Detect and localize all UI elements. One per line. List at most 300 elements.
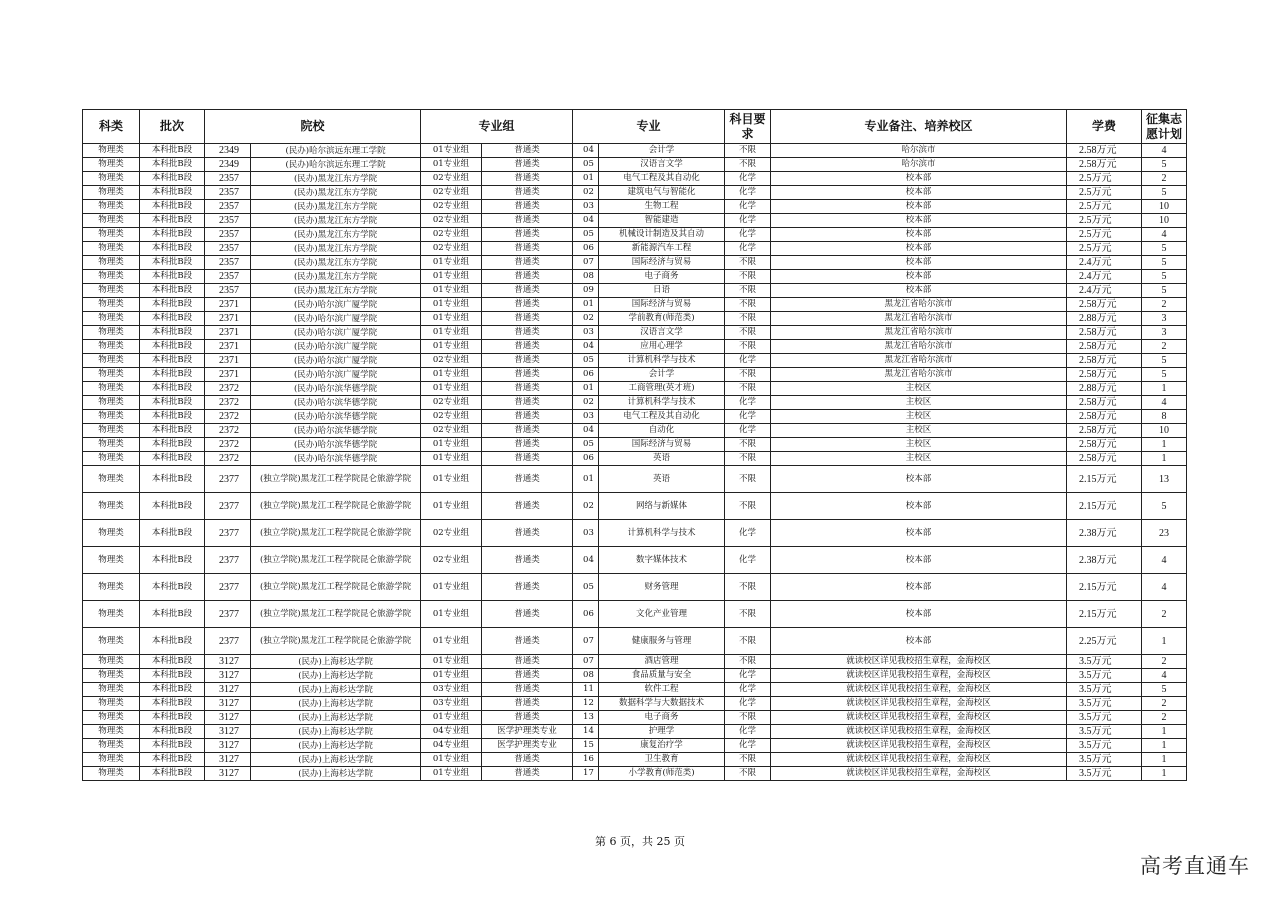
cell-plan: 2: [1142, 697, 1187, 711]
header-plan: 征集志愿计划: [1142, 110, 1187, 144]
cell-school: (民办)黑龙江东方学院: [251, 228, 421, 242]
cell-major: 计算机科学与技术: [599, 396, 725, 410]
cell-major: 康复治疗学: [599, 739, 725, 753]
cell-major-code: 17: [573, 767, 599, 781]
table-row: [83, 438, 1187, 452]
cell-category: 物理类: [83, 340, 140, 354]
cell-category: 物理类: [83, 228, 140, 242]
cell-school-code: 2372: [205, 438, 251, 452]
cell-group-type: 普通类: [482, 186, 573, 200]
cell-school: (民办)哈尔滨远东理工学院: [251, 144, 421, 158]
cell-group: 03专业组: [421, 697, 482, 711]
cell-batch: 本科批B段: [140, 628, 205, 655]
cell-category: 物理类: [83, 725, 140, 739]
cell-group-type: 普通类: [482, 574, 573, 601]
cell-group-type: 普通类: [482, 158, 573, 172]
table-row: [83, 655, 1187, 669]
cell-group: 01专业组: [421, 669, 482, 683]
cell-plan: 2: [1142, 172, 1187, 186]
cell-remarks: 就读校区详见我校招生章程，金海校区: [771, 697, 1067, 711]
cell-tuition: 3.5万元: [1067, 739, 1142, 753]
cell-school-code: 3127: [205, 739, 251, 753]
cell-batch: 本科批B段: [140, 172, 205, 186]
cell-school: (民办)黑龙江东方学院: [251, 214, 421, 228]
cell-school: (独立学院)黑龙江工程学院昆仑旅游学院: [251, 520, 421, 547]
cell-plan: 4: [1142, 228, 1187, 242]
cell-major: 会计学: [599, 368, 725, 382]
table-row: [83, 493, 1187, 520]
cell-subject: 化学: [725, 547, 771, 574]
cell-plan: 1: [1142, 739, 1187, 753]
cell-school-code: 2349: [205, 158, 251, 172]
cell-tuition: 2.58万元: [1067, 144, 1142, 158]
cell-school-code: 2372: [205, 424, 251, 438]
admission-plan-table: [82, 109, 1187, 781]
cell-major: 新能源汽车工程: [599, 242, 725, 256]
table-row: [83, 284, 1187, 298]
cell-group-type: 普通类: [482, 628, 573, 655]
cell-group-type: 普通类: [482, 144, 573, 158]
cell-subject: 不限: [725, 601, 771, 628]
cell-subject: 不限: [725, 655, 771, 669]
cell-category: 物理类: [83, 270, 140, 284]
cell-subject: 不限: [725, 574, 771, 601]
table-row: [83, 725, 1187, 739]
cell-remarks: 校本部: [771, 186, 1067, 200]
cell-school: (民办)哈尔滨广厦学院: [251, 368, 421, 382]
cell-school-code: 2377: [205, 520, 251, 547]
cell-batch: 本科批B段: [140, 368, 205, 382]
cell-group-type: 普通类: [482, 547, 573, 574]
cell-batch: 本科批B段: [140, 711, 205, 725]
cell-major-code: 04: [573, 214, 599, 228]
cell-tuition: 2.5万元: [1067, 200, 1142, 214]
cell-subject: 不限: [725, 326, 771, 340]
cell-school-code: 2377: [205, 547, 251, 574]
cell-major-code: 15: [573, 739, 599, 753]
table-row: [83, 298, 1187, 312]
cell-major-code: 01: [573, 466, 599, 493]
cell-tuition: 3.5万元: [1067, 697, 1142, 711]
cell-subject: 不限: [725, 382, 771, 396]
cell-group: 01专业组: [421, 493, 482, 520]
cell-category: 物理类: [83, 298, 140, 312]
cell-plan: 5: [1142, 186, 1187, 200]
cell-school-code: 3127: [205, 683, 251, 697]
table-row: [83, 697, 1187, 711]
cell-category: 物理类: [83, 601, 140, 628]
cell-batch: 本科批B段: [140, 214, 205, 228]
cell-school: (民办)上海杉达学院: [251, 767, 421, 781]
cell-category: 物理类: [83, 410, 140, 424]
table-row: [83, 368, 1187, 382]
cell-batch: 本科批B段: [140, 382, 205, 396]
cell-group-type: 普通类: [482, 767, 573, 781]
cell-major: 建筑电气与智能化: [599, 186, 725, 200]
cell-school-code: 2357: [205, 270, 251, 284]
cell-subject: 化学: [725, 354, 771, 368]
cell-batch: 本科批B段: [140, 410, 205, 424]
cell-group-type: 普通类: [482, 669, 573, 683]
cell-group: 01专业组: [421, 312, 482, 326]
cell-group-type: 普通类: [482, 368, 573, 382]
cell-major-code: 01: [573, 382, 599, 396]
cell-major-code: 03: [573, 200, 599, 214]
cell-school-code: 2357: [205, 242, 251, 256]
cell-batch: 本科批B段: [140, 725, 205, 739]
cell-remarks: 校本部: [771, 270, 1067, 284]
cell-group-type: 普通类: [482, 298, 573, 312]
cell-remarks: 校本部: [771, 574, 1067, 601]
cell-batch: 本科批B段: [140, 547, 205, 574]
cell-major: 学前教育(师范类): [599, 312, 725, 326]
cell-school-code: 2377: [205, 601, 251, 628]
cell-category: 物理类: [83, 144, 140, 158]
cell-subject: 化学: [725, 242, 771, 256]
cell-tuition: 2.88万元: [1067, 312, 1142, 326]
cell-major-code: 08: [573, 669, 599, 683]
cell-remarks: 校本部: [771, 628, 1067, 655]
cell-subject: 化学: [725, 424, 771, 438]
cell-major: 国际经济与贸易: [599, 298, 725, 312]
cell-major-code: 02: [573, 186, 599, 200]
cell-major-code: 06: [573, 242, 599, 256]
cell-group-type: 普通类: [482, 312, 573, 326]
cell-plan: 1: [1142, 382, 1187, 396]
cell-major-code: 04: [573, 144, 599, 158]
table-row: [83, 711, 1187, 725]
cell-remarks: 就读校区详见我校招生章程，金海校区: [771, 753, 1067, 767]
cell-school: (民办)哈尔滨华德学院: [251, 452, 421, 466]
cell-tuition: 2.58万元: [1067, 396, 1142, 410]
cell-tuition: 2.15万元: [1067, 574, 1142, 601]
cell-plan: 23: [1142, 520, 1187, 547]
cell-group-type: 普通类: [482, 214, 573, 228]
table-row: [83, 601, 1187, 628]
cell-category: 物理类: [83, 466, 140, 493]
header-category: 科类: [83, 110, 140, 144]
cell-school-code: 2357: [205, 200, 251, 214]
cell-major: 财务管理: [599, 574, 725, 601]
table-row: [83, 767, 1187, 781]
cell-group-type: 普通类: [482, 466, 573, 493]
cell-school-code: 2371: [205, 368, 251, 382]
cell-major: 网络与新媒体: [599, 493, 725, 520]
cell-group: 02专业组: [421, 186, 482, 200]
table-row: [83, 410, 1187, 424]
cell-remarks: 黑龙江省哈尔滨市: [771, 340, 1067, 354]
cell-school: (民办)黑龙江东方学院: [251, 186, 421, 200]
cell-subject: 化学: [725, 520, 771, 547]
cell-school-code: 2371: [205, 354, 251, 368]
cell-school-code: 2377: [205, 466, 251, 493]
cell-group: 01专业组: [421, 452, 482, 466]
cell-school: (民办)哈尔滨广厦学院: [251, 340, 421, 354]
cell-subject: 不限: [725, 767, 771, 781]
cell-plan: 13: [1142, 466, 1187, 493]
cell-remarks: 主校区: [771, 396, 1067, 410]
table-row: [83, 739, 1187, 753]
cell-group: 01专业组: [421, 340, 482, 354]
cell-batch: 本科批B段: [140, 326, 205, 340]
cell-school-code: 3127: [205, 711, 251, 725]
cell-group: 01专业组: [421, 767, 482, 781]
cell-tuition: 2.38万元: [1067, 547, 1142, 574]
cell-remarks: 校本部: [771, 242, 1067, 256]
cell-plan: 1: [1142, 753, 1187, 767]
cell-major-code: 07: [573, 256, 599, 270]
cell-tuition: 3.5万元: [1067, 711, 1142, 725]
cell-major: 护理学: [599, 725, 725, 739]
cell-tuition: 2.58万元: [1067, 438, 1142, 452]
cell-school-code: 3127: [205, 767, 251, 781]
cell-tuition: 2.5万元: [1067, 172, 1142, 186]
cell-group-type: 普通类: [482, 753, 573, 767]
cell-plan: 10: [1142, 200, 1187, 214]
cell-school-code: 3127: [205, 753, 251, 767]
cell-school: (民办)上海杉达学院: [251, 711, 421, 725]
cell-remarks: 黑龙江省哈尔滨市: [771, 368, 1067, 382]
cell-major: 应用心理学: [599, 340, 725, 354]
cell-tuition: 2.5万元: [1067, 214, 1142, 228]
cell-school-code: 3127: [205, 725, 251, 739]
cell-school: (民办)上海杉达学院: [251, 725, 421, 739]
cell-group-type: 普通类: [482, 284, 573, 298]
cell-remarks: 校本部: [771, 172, 1067, 186]
cell-school: (民办)哈尔滨远东理工学院: [251, 158, 421, 172]
cell-plan: 5: [1142, 354, 1187, 368]
cell-group: 02专业组: [421, 214, 482, 228]
cell-subject: 不限: [725, 466, 771, 493]
cell-school-code: 3127: [205, 669, 251, 683]
table-row: [83, 172, 1187, 186]
cell-major-code: 12: [573, 697, 599, 711]
cell-tuition: 2.58万元: [1067, 158, 1142, 172]
cell-category: 物理类: [83, 312, 140, 326]
cell-school: (民办)黑龙江东方学院: [251, 242, 421, 256]
cell-major-code: 06: [573, 601, 599, 628]
cell-category: 物理类: [83, 326, 140, 340]
cell-remarks: 哈尔滨市: [771, 144, 1067, 158]
cell-remarks: 就读校区详见我校招生章程，金海校区: [771, 711, 1067, 725]
cell-major-code: 05: [573, 574, 599, 601]
cell-school: (民办)上海杉达学院: [251, 655, 421, 669]
cell-group: 04专业组: [421, 739, 482, 753]
table-row: [83, 256, 1187, 270]
cell-major: 机械设计制造及其自动: [599, 228, 725, 242]
cell-group-type: 普通类: [482, 242, 573, 256]
cell-group: 02专业组: [421, 200, 482, 214]
cell-batch: 本科批B段: [140, 466, 205, 493]
table-row: [83, 574, 1187, 601]
cell-remarks: 校本部: [771, 284, 1067, 298]
table-row: [83, 242, 1187, 256]
cell-group: 01专业组: [421, 298, 482, 312]
cell-group: 01专业组: [421, 284, 482, 298]
cell-school-code: 2357: [205, 284, 251, 298]
cell-school-code: 2372: [205, 396, 251, 410]
cell-category: 物理类: [83, 186, 140, 200]
cell-plan: 1: [1142, 628, 1187, 655]
cell-category: 物理类: [83, 354, 140, 368]
cell-batch: 本科批B段: [140, 284, 205, 298]
cell-subject: 化学: [725, 683, 771, 697]
table-row: [83, 158, 1187, 172]
cell-major: 酒店管理: [599, 655, 725, 669]
cell-major-code: 08: [573, 270, 599, 284]
cell-school-code: 2372: [205, 410, 251, 424]
cell-tuition: 2.58万元: [1067, 298, 1142, 312]
cell-school-code: 3127: [205, 697, 251, 711]
cell-remarks: 就读校区详见我校招生章程，金海校区: [771, 655, 1067, 669]
cell-school-code: 2357: [205, 186, 251, 200]
cell-batch: 本科批B段: [140, 767, 205, 781]
table-row: [83, 340, 1187, 354]
cell-group: 01专业组: [421, 256, 482, 270]
cell-major-code: 02: [573, 493, 599, 520]
cell-tuition: 2.58万元: [1067, 368, 1142, 382]
cell-group: 01专业组: [421, 753, 482, 767]
cell-major-code: 16: [573, 753, 599, 767]
cell-plan: 3: [1142, 326, 1187, 340]
cell-tuition: 2.25万元: [1067, 628, 1142, 655]
cell-group: 02专业组: [421, 410, 482, 424]
cell-plan: 5: [1142, 284, 1187, 298]
cell-remarks: 哈尔滨市: [771, 158, 1067, 172]
cell-group-type: 普通类: [482, 683, 573, 697]
cell-tuition: 3.5万元: [1067, 669, 1142, 683]
cell-category: 物理类: [83, 382, 140, 396]
cell-group: 01专业组: [421, 158, 482, 172]
cell-batch: 本科批B段: [140, 200, 205, 214]
cell-category: 物理类: [83, 438, 140, 452]
cell-plan: 10: [1142, 214, 1187, 228]
table-row: [83, 326, 1187, 340]
header-subject-requirement: 科目要求: [725, 110, 771, 144]
cell-batch: 本科批B段: [140, 270, 205, 284]
cell-tuition: 2.5万元: [1067, 228, 1142, 242]
cell-school: (民办)上海杉达学院: [251, 697, 421, 711]
cell-plan: 2: [1142, 601, 1187, 628]
cell-batch: 本科批B段: [140, 228, 205, 242]
cell-category: 物理类: [83, 683, 140, 697]
cell-school: (民办)黑龙江东方学院: [251, 200, 421, 214]
cell-major-code: 04: [573, 340, 599, 354]
cell-category: 物理类: [83, 628, 140, 655]
cell-batch: 本科批B段: [140, 298, 205, 312]
cell-batch: 本科批B段: [140, 452, 205, 466]
cell-tuition: 2.5万元: [1067, 242, 1142, 256]
table-row: [83, 520, 1187, 547]
cell-subject: 不限: [725, 284, 771, 298]
cell-group: 01专业组: [421, 655, 482, 669]
table-row: [83, 270, 1187, 284]
cell-school: (独立学院)黑龙江工程学院昆仑旅游学院: [251, 547, 421, 574]
cell-school-code: 2371: [205, 298, 251, 312]
cell-batch: 本科批B段: [140, 574, 205, 601]
cell-major-code: 02: [573, 396, 599, 410]
cell-group-type: 普通类: [482, 326, 573, 340]
cell-subject: 不限: [725, 452, 771, 466]
table-row: [83, 452, 1187, 466]
cell-tuition: 2.38万元: [1067, 520, 1142, 547]
header-major-group: 专业组: [421, 110, 573, 144]
table-header-row: [83, 110, 1187, 144]
cell-major-code: 06: [573, 368, 599, 382]
cell-school-code: 2372: [205, 452, 251, 466]
cell-major-code: 13: [573, 711, 599, 725]
cell-subject: 化学: [725, 200, 771, 214]
cell-remarks: 黑龙江省哈尔滨市: [771, 354, 1067, 368]
cell-major-code: 04: [573, 424, 599, 438]
cell-remarks: 主校区: [771, 452, 1067, 466]
cell-school: (民办)黑龙江东方学院: [251, 172, 421, 186]
cell-school-code: 2357: [205, 214, 251, 228]
cell-batch: 本科批B段: [140, 186, 205, 200]
cell-major: 电气工程及其自动化: [599, 172, 725, 186]
cell-plan: 2: [1142, 711, 1187, 725]
cell-category: 物理类: [83, 697, 140, 711]
cell-tuition: 2.88万元: [1067, 382, 1142, 396]
cell-remarks: 校本部: [771, 601, 1067, 628]
cell-category: 物理类: [83, 396, 140, 410]
cell-major-code: 05: [573, 158, 599, 172]
table-row: [83, 200, 1187, 214]
cell-subject: 不限: [725, 256, 771, 270]
table-row: [83, 683, 1187, 697]
cell-plan: 8: [1142, 410, 1187, 424]
cell-batch: 本科批B段: [140, 396, 205, 410]
cell-plan: 4: [1142, 669, 1187, 683]
cell-school: (民办)上海杉达学院: [251, 669, 421, 683]
cell-school: (独立学院)黑龙江工程学院昆仑旅游学院: [251, 493, 421, 520]
cell-batch: 本科批B段: [140, 438, 205, 452]
cell-school-code: 2377: [205, 574, 251, 601]
cell-tuition: 3.5万元: [1067, 753, 1142, 767]
cell-group-type: 普通类: [482, 396, 573, 410]
cell-major-code: 05: [573, 354, 599, 368]
cell-remarks: 校本部: [771, 493, 1067, 520]
cell-tuition: 2.58万元: [1067, 354, 1142, 368]
cell-subject: 不限: [725, 312, 771, 326]
cell-batch: 本科批B段: [140, 424, 205, 438]
cell-tuition: 2.15万元: [1067, 493, 1142, 520]
cell-major-code: 11: [573, 683, 599, 697]
cell-tuition: 2.58万元: [1067, 424, 1142, 438]
cell-group: 01专业组: [421, 601, 482, 628]
cell-school-code: 3127: [205, 655, 251, 669]
cell-plan: 1: [1142, 767, 1187, 781]
header-batch: 批次: [140, 110, 205, 144]
cell-school: (民办)黑龙江东方学院: [251, 284, 421, 298]
header-tuition: 学费: [1067, 110, 1142, 144]
cell-plan: 5: [1142, 158, 1187, 172]
cell-tuition: 2.58万元: [1067, 410, 1142, 424]
cell-tuition: 3.5万元: [1067, 767, 1142, 781]
cell-plan: 1: [1142, 452, 1187, 466]
cell-group: 02专业组: [421, 424, 482, 438]
cell-category: 物理类: [83, 368, 140, 382]
cell-batch: 本科批B段: [140, 669, 205, 683]
cell-remarks: 主校区: [771, 382, 1067, 396]
cell-batch: 本科批B段: [140, 520, 205, 547]
cell-subject: 化学: [725, 186, 771, 200]
cell-group: 01专业组: [421, 574, 482, 601]
cell-major: 英语: [599, 466, 725, 493]
table-row: [83, 228, 1187, 242]
cell-major: 会计学: [599, 144, 725, 158]
cell-major-code: 01: [573, 298, 599, 312]
